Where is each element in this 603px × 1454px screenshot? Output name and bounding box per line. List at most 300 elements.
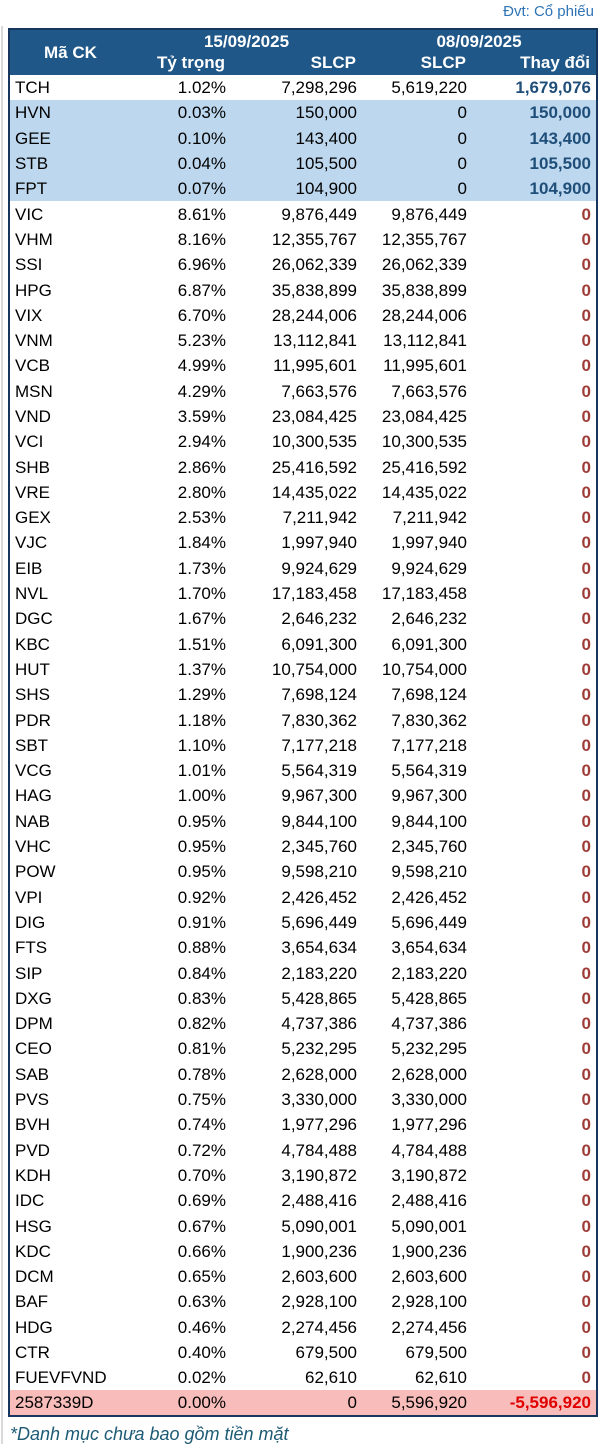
slcp-previous-cell: 2,274,456 xyxy=(391,1317,467,1337)
weight-cell: 1.29% xyxy=(177,685,226,705)
change-cell: 0 xyxy=(581,584,591,604)
slcp-current-cell: 35,838,899 xyxy=(271,280,357,300)
slcp-previous-cell: 11,995,601 xyxy=(383,356,467,376)
stock-code-cell: PDR xyxy=(15,710,51,730)
table-row xyxy=(9,606,597,631)
slcp-previous-cell: 3,190,872 xyxy=(391,1165,467,1185)
weight-cell: 0.07% xyxy=(177,179,226,199)
weight-cell: 1.70% xyxy=(177,584,226,604)
weight-cell: 0.74% xyxy=(177,1115,226,1135)
change-cell: 0 xyxy=(581,533,591,553)
change-cell: 105,500 xyxy=(529,154,591,174)
table-row xyxy=(9,100,597,125)
table-row xyxy=(9,429,597,454)
slcp-previous-cell: 3,330,000 xyxy=(391,1090,467,1110)
weight-cell: 0.92% xyxy=(177,887,226,907)
table-row xyxy=(9,758,597,783)
slcp-current-cell: 23,084,425 xyxy=(271,407,357,426)
change-cell: 0 xyxy=(581,331,591,351)
stock-code-cell: DGC xyxy=(15,609,53,629)
slcp-previous-cell: 12,355,767 xyxy=(381,229,467,249)
table-row xyxy=(9,581,597,606)
change-cell: 0 xyxy=(581,407,591,426)
weight-cell: 0.95% xyxy=(177,862,226,882)
stock-code-cell: KDH xyxy=(15,1165,51,1185)
change-cell: 0 xyxy=(581,1064,591,1084)
table-row xyxy=(9,809,597,834)
table-row xyxy=(9,1137,597,1162)
slcp-previous-cell: 5,232,295 xyxy=(391,1039,467,1059)
change-cell: 0 xyxy=(581,710,591,730)
weight-cell: 0.78% xyxy=(177,1064,226,1084)
table-row xyxy=(9,1036,597,1061)
weight-cell: 1.37% xyxy=(177,659,226,679)
slcp-previous-cell: 3,654,634 xyxy=(391,938,467,958)
stock-code-cell: FUEVFVND xyxy=(15,1368,107,1388)
column-header-code: Mã CK xyxy=(9,29,131,75)
slcp-current-cell: 0 xyxy=(347,1393,357,1413)
weight-cell: 0.67% xyxy=(177,1216,226,1236)
table-row xyxy=(9,1188,597,1213)
stock-code-cell: SSI xyxy=(15,255,43,275)
weight-cell: 0.63% xyxy=(177,1292,226,1312)
slcp-previous-cell: 5,596,920 xyxy=(391,1393,467,1413)
slcp-current-cell: 9,924,629 xyxy=(281,558,357,578)
slcp-previous-cell: 26,062,339 xyxy=(381,255,467,275)
change-cell: 0 xyxy=(581,280,591,300)
change-cell: 0 xyxy=(581,761,591,781)
change-cell: 0 xyxy=(581,837,591,857)
change-cell: 0 xyxy=(581,381,591,401)
slcp-current-cell: 9,876,449 xyxy=(281,204,357,224)
stock-code-cell: DPM xyxy=(15,1014,53,1034)
change-cell: 0 xyxy=(581,482,591,502)
slcp-current-cell: 679,500 xyxy=(295,1342,357,1362)
slcp-previous-cell: 9,598,210 xyxy=(391,862,467,882)
weight-cell: 1.01% xyxy=(177,761,226,781)
change-cell: 0 xyxy=(581,1191,591,1211)
weight-cell: 0.03% xyxy=(177,103,226,123)
weight-cell: 0.91% xyxy=(177,912,226,932)
stock-code-cell: VJC xyxy=(15,533,48,553)
change-cell: 0 xyxy=(581,1342,591,1362)
weight-cell: 8.16% xyxy=(177,229,226,249)
table-row xyxy=(9,252,597,277)
slcp-current-cell: 5,564,319 xyxy=(281,761,357,781)
slcp-previous-cell: 679,500 xyxy=(405,1342,467,1362)
table-row xyxy=(9,859,597,884)
table-row xyxy=(9,1011,597,1036)
stock-code-cell: FTS xyxy=(15,938,48,958)
stock-code-cell: POW xyxy=(15,862,56,882)
slcp-current-cell: 1,997,940 xyxy=(281,533,357,553)
weight-cell: 4.99% xyxy=(177,356,226,376)
stock-code-cell: CTR xyxy=(15,1342,50,1362)
slcp-current-cell: 104,900 xyxy=(295,179,357,199)
stock-code-cell: HUT xyxy=(15,659,50,679)
slcp-current-cell: 17,183,458 xyxy=(271,584,357,604)
slcp-previous-cell: 1,900,236 xyxy=(391,1241,467,1261)
holdings-table xyxy=(8,28,598,1417)
slcp-current-cell: 1,900,236 xyxy=(281,1241,357,1261)
change-cell: 0 xyxy=(581,811,591,831)
slcp-current-cell: 7,298,296 xyxy=(281,78,357,98)
slcp-current-cell: 1,977,296 xyxy=(281,1115,357,1135)
column-header-change: Thay đổi xyxy=(472,52,597,75)
weight-cell: 0.02% xyxy=(177,1368,226,1388)
slcp-current-cell: 62,610 xyxy=(305,1368,357,1388)
slcp-current-cell: 14,435,022 xyxy=(271,482,357,502)
table-row xyxy=(9,885,597,910)
stock-code-cell: HSG xyxy=(15,1216,52,1236)
slcp-previous-cell: 5,564,319 xyxy=(391,761,467,781)
stock-code-cell: GEE xyxy=(15,128,51,148)
slcp-current-cell: 2,928,100 xyxy=(281,1292,357,1312)
stock-code-cell: VHM xyxy=(15,229,53,249)
table-row xyxy=(9,480,597,505)
slcp-previous-cell: 9,924,629 xyxy=(391,558,467,578)
weight-cell: 0.04% xyxy=(177,154,226,174)
weight-cell: 1.10% xyxy=(177,735,226,755)
stock-code-cell: KDC xyxy=(15,1241,51,1261)
table-row xyxy=(9,1087,597,1112)
weight-cell: 5.23% xyxy=(177,331,226,351)
slcp-current-cell: 9,844,100 xyxy=(281,811,357,831)
table-row xyxy=(9,1163,597,1188)
slcp-previous-cell: 6,091,300 xyxy=(391,634,467,654)
table-row xyxy=(9,1264,597,1289)
change-cell: 150,000 xyxy=(529,103,591,123)
change-cell: 0 xyxy=(581,508,591,528)
weight-cell: 0.84% xyxy=(177,963,226,983)
change-cell: 0 xyxy=(581,229,591,249)
table-row xyxy=(9,986,597,1011)
stock-code-cell: DCM xyxy=(15,1267,54,1287)
weight-cell: 1.73% xyxy=(177,558,226,578)
change-cell: 0 xyxy=(581,1267,591,1287)
slcp-current-cell: 2,426,452 xyxy=(281,887,357,907)
table-row xyxy=(9,707,597,732)
column-group-previous-date: 08/09/2025 xyxy=(362,29,597,52)
slcp-current-cell: 5,232,295 xyxy=(281,1039,357,1059)
stock-code-cell: VIX xyxy=(15,305,43,325)
table-row xyxy=(9,783,597,808)
table-row xyxy=(9,454,597,479)
weight-cell: 0.40% xyxy=(177,1342,226,1362)
table-row xyxy=(9,75,597,100)
weight-cell: 2.86% xyxy=(177,457,226,477)
stock-code-cell: VRE xyxy=(15,482,50,502)
change-cell: 0 xyxy=(581,609,591,629)
slcp-current-cell: 2,345,760 xyxy=(281,837,357,857)
table-row xyxy=(9,733,597,758)
slcp-current-cell: 12,355,767 xyxy=(271,229,357,249)
slcp-previous-cell: 17,183,458 xyxy=(381,584,467,604)
table-row xyxy=(9,379,597,404)
slcp-current-cell: 25,416,592 xyxy=(271,457,357,477)
table-row xyxy=(9,1390,597,1416)
change-cell: 0 xyxy=(581,1115,591,1135)
weight-cell: 0.83% xyxy=(177,988,226,1008)
slcp-current-cell: 9,967,300 xyxy=(281,786,357,806)
table-row xyxy=(9,1213,597,1238)
stock-code-cell: SAB xyxy=(15,1064,50,1084)
change-cell: 0 xyxy=(581,255,591,275)
table-row xyxy=(9,505,597,530)
table-row xyxy=(9,556,597,581)
slcp-previous-cell: 2,426,452 xyxy=(391,887,467,907)
slcp-previous-cell: 0 xyxy=(457,128,467,148)
weight-cell: 2.94% xyxy=(177,432,226,452)
stock-code-cell: SBT xyxy=(15,735,49,755)
table-row xyxy=(9,176,597,201)
slcp-previous-cell: 4,737,386 xyxy=(391,1014,467,1034)
weight-cell: 1.51% xyxy=(177,634,226,654)
slcp-previous-cell: 2,646,232 xyxy=(391,609,467,629)
slcp-current-cell: 4,737,386 xyxy=(281,1014,357,1034)
weight-cell: 0.75% xyxy=(177,1090,226,1110)
change-cell: 0 xyxy=(581,912,591,932)
stock-code-cell: PVD xyxy=(15,1140,50,1160)
slcp-previous-cell: 9,967,300 xyxy=(391,786,467,806)
weight-cell: 0.81% xyxy=(177,1039,226,1059)
stock-code-cell: 2587339D xyxy=(15,1393,94,1413)
stock-code-cell: DXG xyxy=(15,988,52,1008)
weight-cell: 0.00% xyxy=(177,1393,226,1413)
table-row xyxy=(9,404,597,429)
column-header-slcp-current: SLCP xyxy=(231,52,362,75)
weight-cell: 0.72% xyxy=(177,1140,226,1160)
weight-cell: 0.65% xyxy=(177,1267,226,1287)
stock-code-cell: VIC xyxy=(15,204,44,224)
table-row xyxy=(9,960,597,985)
change-cell: 0 xyxy=(581,1039,591,1059)
slcp-previous-cell: 1,977,296 xyxy=(391,1115,467,1135)
change-cell: 0 xyxy=(581,786,591,806)
slcp-previous-cell: 62,610 xyxy=(415,1368,467,1388)
slcp-current-cell: 3,330,000 xyxy=(281,1090,357,1110)
stock-code-cell: SHS xyxy=(15,685,50,705)
slcp-current-cell: 6,091,300 xyxy=(281,634,357,654)
weight-cell: 2.80% xyxy=(177,482,226,502)
table-row xyxy=(9,151,597,176)
weight-cell: 4.29% xyxy=(177,381,226,401)
weight-cell: 0.82% xyxy=(177,1014,226,1034)
change-cell: 0 xyxy=(581,963,591,983)
change-cell: 0 xyxy=(581,356,591,376)
stock-code-cell: IDC xyxy=(15,1191,45,1211)
slcp-current-cell: 13,112,841 xyxy=(273,331,357,351)
change-cell: 0 xyxy=(581,305,591,325)
table-row xyxy=(9,682,597,707)
table-row xyxy=(9,834,597,859)
slcp-previous-cell: 25,416,592 xyxy=(381,457,467,477)
table-row xyxy=(9,353,597,378)
slcp-current-cell: 105,500 xyxy=(295,154,357,174)
change-cell: 0 xyxy=(581,432,591,452)
page-left-edge xyxy=(1,26,3,1444)
table-row xyxy=(9,303,597,328)
table-row xyxy=(9,632,597,657)
slcp-current-cell: 3,654,634 xyxy=(281,938,357,958)
weight-cell: 6.96% xyxy=(177,255,226,275)
weight-cell: 1.18% xyxy=(177,710,226,730)
change-cell: 0 xyxy=(581,938,591,958)
stock-code-cell: NVL xyxy=(15,584,49,604)
weight-cell: 2.53% xyxy=(177,508,226,528)
slcp-current-cell: 4,784,488 xyxy=(281,1140,357,1160)
weight-cell: 0.95% xyxy=(177,837,226,857)
weight-cell: 0.66% xyxy=(177,1241,226,1261)
change-cell: 0 xyxy=(581,204,591,224)
table-row xyxy=(9,201,597,226)
stock-code-cell: PVS xyxy=(15,1090,50,1110)
change-cell: 0 xyxy=(581,1165,591,1185)
stock-code-cell: EIB xyxy=(15,558,43,578)
slcp-current-cell: 3,190,872 xyxy=(281,1165,357,1185)
slcp-previous-cell: 2,603,600 xyxy=(391,1267,467,1287)
weight-cell: 0.10% xyxy=(177,128,226,148)
slcp-current-cell: 150,000 xyxy=(295,103,357,123)
slcp-previous-cell: 5,696,449 xyxy=(391,912,467,932)
slcp-previous-cell: 0 xyxy=(457,154,467,174)
slcp-previous-cell: 2,345,760 xyxy=(391,837,467,857)
slcp-previous-cell: 2,488,416 xyxy=(391,1191,467,1211)
stock-code-cell: GEX xyxy=(15,508,51,528)
table-row xyxy=(9,328,597,353)
slcp-current-cell: 5,696,449 xyxy=(281,912,357,932)
table-row xyxy=(9,227,597,252)
slcp-current-cell: 2,488,416 xyxy=(281,1191,357,1211)
slcp-current-cell: 10,754,000 xyxy=(271,659,357,679)
column-header-slcp-previous: SLCP xyxy=(362,52,472,75)
stock-code-cell: FPT xyxy=(15,179,48,199)
weight-cell: 6.87% xyxy=(177,280,226,300)
stock-code-cell: BAF xyxy=(15,1292,49,1312)
table-row xyxy=(9,1315,597,1340)
change-cell: 143,400 xyxy=(529,128,591,148)
stock-code-cell: KBC xyxy=(15,634,50,654)
stock-code-cell: HAG xyxy=(15,786,52,806)
change-cell: 0 xyxy=(581,862,591,882)
slcp-current-cell: 7,830,362 xyxy=(281,710,357,730)
stock-code-cell: HPG xyxy=(15,280,52,300)
slcp-current-cell: 5,428,865 xyxy=(281,988,357,1008)
slcp-current-cell: 7,663,576 xyxy=(281,381,357,401)
slcp-previous-cell: 28,244,006 xyxy=(381,305,467,325)
column-group-current-date: 15/09/2025 xyxy=(131,29,362,52)
column-header-weight: Tỷ trọng xyxy=(131,52,231,75)
table-row xyxy=(9,1239,597,1264)
weight-cell: 0.70% xyxy=(177,1165,226,1185)
weight-cell: 1.84% xyxy=(177,533,226,553)
table-row xyxy=(9,657,597,682)
change-cell: 1,679,076 xyxy=(515,78,591,98)
stock-code-cell: VHC xyxy=(15,837,51,857)
stock-code-cell: NAB xyxy=(15,811,50,831)
table-body xyxy=(9,75,597,1416)
change-cell: 0 xyxy=(581,1368,591,1388)
stock-code-cell: HDG xyxy=(15,1317,53,1337)
weight-cell: 6.70% xyxy=(177,305,226,325)
stock-code-cell: VPI xyxy=(15,887,43,907)
slcp-current-cell: 2,646,232 xyxy=(281,609,357,629)
weight-cell: 0.69% xyxy=(177,1191,226,1211)
slcp-current-cell: 2,274,456 xyxy=(281,1317,357,1337)
stock-code-cell: DIG xyxy=(15,912,46,932)
slcp-previous-cell: 4,784,488 xyxy=(391,1140,467,1160)
slcp-previous-cell: 5,090,001 xyxy=(391,1216,467,1236)
slcp-current-cell: 28,244,006 xyxy=(271,305,357,325)
change-cell: 0 xyxy=(581,634,591,654)
weight-cell: 8.61% xyxy=(177,204,226,224)
change-cell: 0 xyxy=(581,1216,591,1236)
slcp-current-cell: 2,603,600 xyxy=(281,1267,357,1287)
unit-note: Đvt: Cổ phiếu xyxy=(503,3,594,20)
change-cell: 104,900 xyxy=(529,179,591,199)
slcp-previous-cell: 7,211,942 xyxy=(392,508,467,528)
weight-cell: 0.46% xyxy=(177,1317,226,1337)
slcp-previous-cell: 7,698,124 xyxy=(391,685,467,705)
change-cell: -5,596,920 xyxy=(509,1393,591,1413)
table-row xyxy=(9,530,597,555)
change-cell: 0 xyxy=(581,659,591,679)
stock-code-cell: VCG xyxy=(15,761,52,781)
change-cell: 0 xyxy=(581,887,591,907)
slcp-current-cell: 10,300,535 xyxy=(271,432,357,452)
stock-code-cell: MSN xyxy=(15,381,53,401)
weight-cell: 1.02% xyxy=(177,78,226,98)
weight-cell: 0.95% xyxy=(177,811,226,831)
weight-cell: 0.88% xyxy=(177,938,226,958)
slcp-previous-cell: 5,619,220 xyxy=(391,78,467,98)
slcp-current-cell: 2,183,220 xyxy=(281,963,357,983)
stock-code-cell: VNM xyxy=(15,331,53,351)
table-row xyxy=(9,126,597,151)
slcp-previous-cell: 2,628,000 xyxy=(391,1064,467,1084)
change-cell: 0 xyxy=(581,1241,591,1261)
slcp-previous-cell: 0 xyxy=(457,103,467,123)
slcp-previous-cell: 7,177,218 xyxy=(391,735,467,755)
stock-code-cell: VCB xyxy=(15,356,50,376)
table-header xyxy=(9,29,597,75)
slcp-current-cell: 143,400 xyxy=(295,128,357,148)
slcp-previous-cell: 7,830,362 xyxy=(391,710,467,730)
weight-cell: 1.00% xyxy=(177,786,226,806)
change-cell: 0 xyxy=(581,457,591,477)
stock-code-cell: STB xyxy=(15,154,49,174)
slcp-previous-cell: 13,112,841 xyxy=(383,331,467,351)
table-row xyxy=(9,277,597,302)
weight-cell: 3.59% xyxy=(177,407,226,426)
slcp-current-cell: 9,598,210 xyxy=(281,862,357,882)
slcp-previous-cell: 14,435,022 xyxy=(381,482,467,502)
slcp-current-cell: 7,211,942 xyxy=(282,508,357,528)
slcp-previous-cell: 9,876,449 xyxy=(391,204,467,224)
slcp-current-cell: 11,995,601 xyxy=(273,356,357,376)
slcp-previous-cell: 2,183,220 xyxy=(391,963,467,983)
slcp-previous-cell: 1,997,940 xyxy=(391,533,467,553)
slcp-previous-cell: 7,663,576 xyxy=(391,381,467,401)
slcp-current-cell: 7,177,218 xyxy=(281,735,357,755)
change-cell: 0 xyxy=(581,988,591,1008)
change-cell: 0 xyxy=(581,558,591,578)
change-cell: 0 xyxy=(581,685,591,705)
table-row xyxy=(9,1340,597,1365)
slcp-previous-cell: 0 xyxy=(457,179,467,199)
stock-code-cell: HVN xyxy=(15,103,51,123)
change-cell: 0 xyxy=(581,1140,591,1160)
